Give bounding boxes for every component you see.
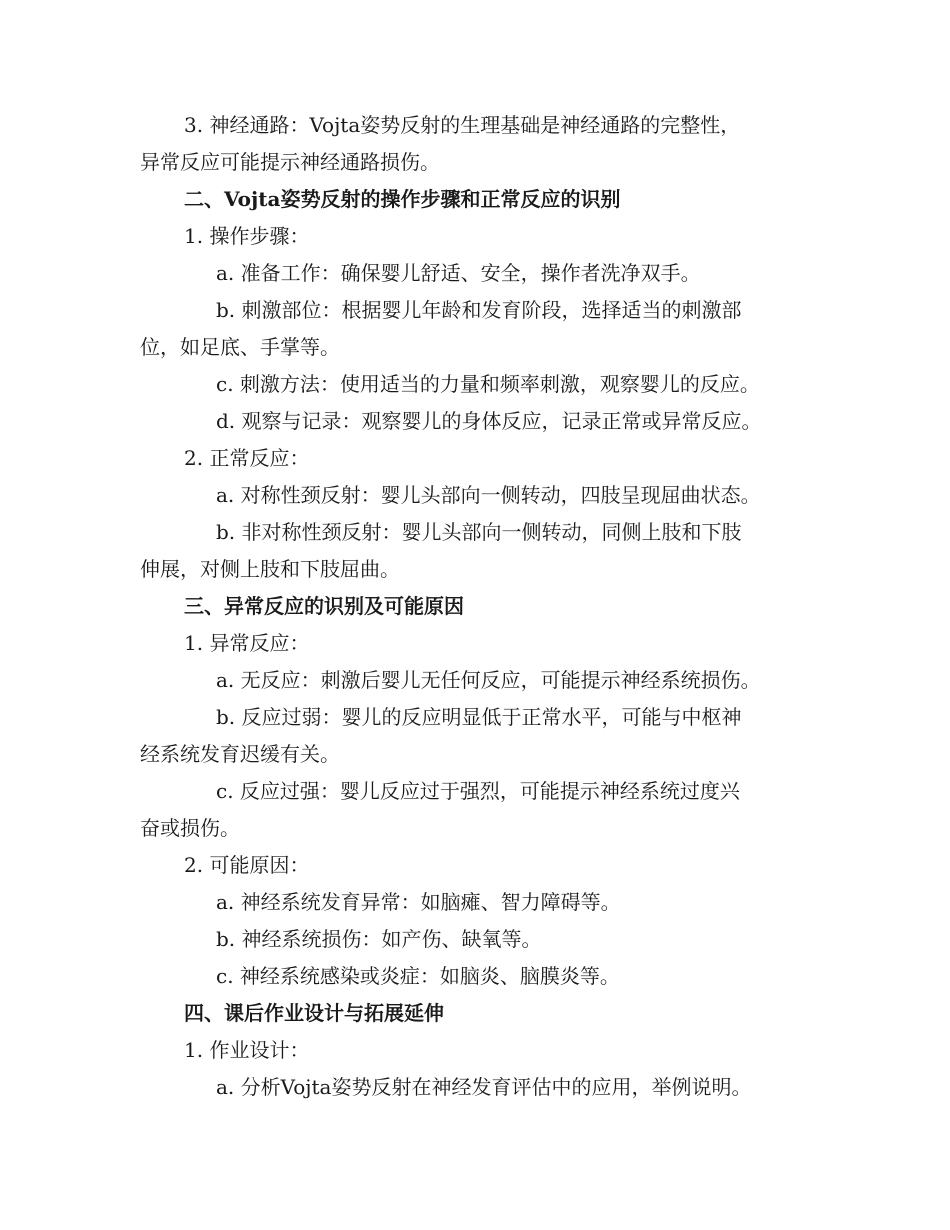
section-heading: 二、Vojta姿势反射的操作步骤和正常反应的识别 <box>184 187 621 211</box>
text-line: 3. 神经通路：Vojta姿势反射的生理基础是神经通路的完整性， <box>184 113 741 137</box>
section-heading: 三、异常反应的识别及可能原因 <box>184 594 464 618</box>
text-line: b. 非对称性颈反射：婴儿头部向一侧转动，同侧上肢和下肢 <box>216 520 742 544</box>
text-line: a. 对称性颈反射：婴儿头部向一侧转动，四肢呈现屈曲状态。 <box>216 483 761 507</box>
text-line: a. 准备工作：确保婴儿舒适、安全，操作者洗净双手。 <box>216 261 701 285</box>
text-line: d. 观察与记录：观察婴儿的身体反应，记录正常或异常反应。 <box>216 409 762 433</box>
text-line: 奋或损伤。 <box>140 816 240 840</box>
text-line: 1. 异常反应： <box>184 631 310 655</box>
text-line: c. 神经系统感染或炎症：如脑炎、脑膜炎等。 <box>216 964 620 988</box>
text-line: 位，如足底、手掌等。 <box>140 335 340 359</box>
section-heading: 四、课后作业设计与拓展延伸 <box>184 1001 444 1025</box>
text-line: a. 无反应：刺激后婴儿无任何反应，可能提示神经系统损伤。 <box>216 668 761 692</box>
text-line: 1. 操作步骤： <box>184 224 310 248</box>
text-line: a. 神经系统发育异常：如脑瘫、智力障碍等。 <box>216 890 621 914</box>
text-line: 2. 正常反应： <box>184 446 310 470</box>
text-line: 伸展，对侧上肢和下肢屈曲。 <box>140 557 400 581</box>
text-line: c. 刺激方法：使用适当的力量和频率刺激，观察婴儿的反应。 <box>216 372 760 396</box>
text-line: 异常反应可能提示神经通路损伤。 <box>140 150 440 174</box>
text-line: a. 分析Vojta姿势反射在神经发育评估中的应用，举例说明。 <box>216 1075 752 1099</box>
text-line: b. 神经系统损伤：如产伤、缺氧等。 <box>216 927 542 951</box>
text-line: 2. 可能原因： <box>184 853 310 877</box>
text-line: 1. 作业设计： <box>184 1038 310 1062</box>
text-line: b. 反应过弱：婴儿的反应明显低于正常水平，可能与中枢神 <box>216 705 742 729</box>
text-line: 经系统发育迟缓有关。 <box>140 742 340 766</box>
text-line: b. 刺激部位：根据婴儿年龄和发育阶段，选择适当的刺激部 <box>216 298 742 322</box>
text-line: c. 反应过强：婴儿反应过于强烈，可能提示神经系统过度兴 <box>216 779 740 803</box>
